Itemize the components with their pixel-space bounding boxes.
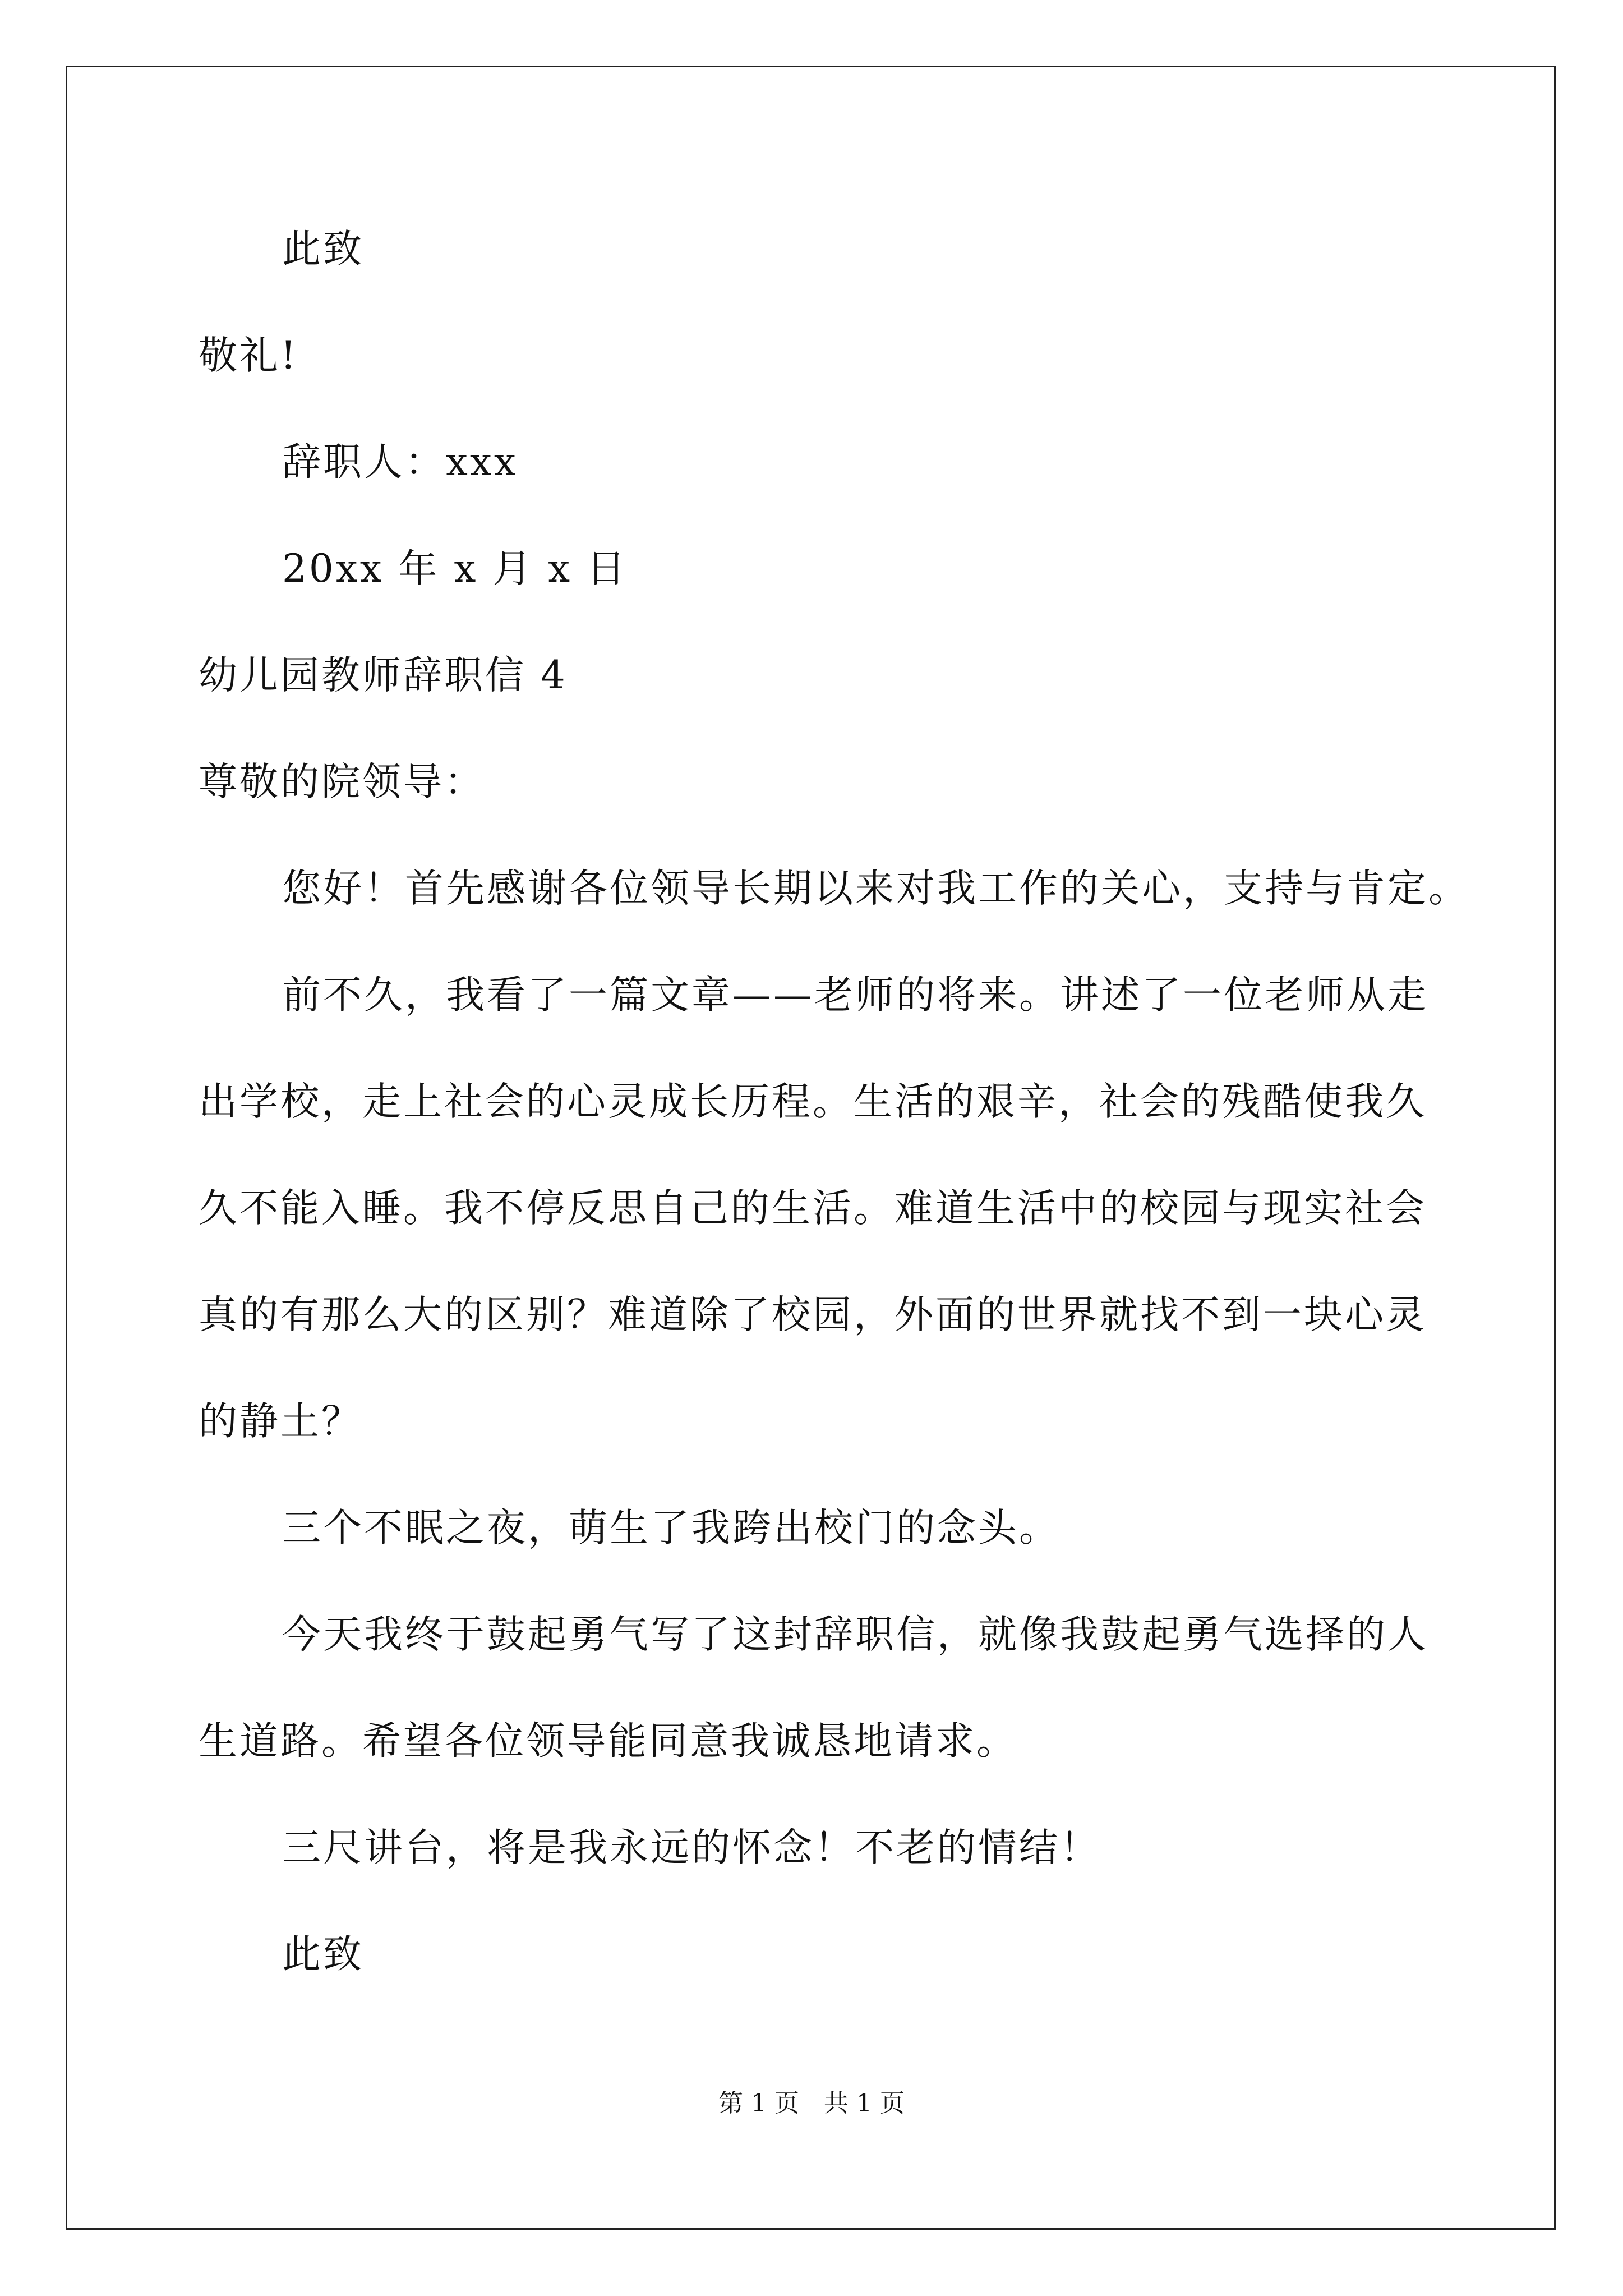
page-footer: 第 1 页 共 1 页 [718,2089,905,2118]
closing-salutation: 此致 [282,227,364,272]
paragraph-line: 三尺讲台，将是我永远的怀念！不老的情结！ [282,1825,1101,1870]
paragraph-line: 出学校，走上社会的心灵成长历程。生活的艰辛，社会的残酷使我久 [199,1079,1427,1124]
paragraph-line: 的静土？ [199,1399,362,1444]
letter-greeting: 尊敬的院领导： [199,760,485,804]
page-border [66,66,1556,2230]
closing-regards: 敬礼! [199,333,298,378]
paragraph-line: 生道路。希望各位领导能同意我诚恳地请求。 [199,1719,1017,1764]
paragraph-line: 您好！首先感谢各位领导长期以来对我工作的关心，支持与肯定。 [282,866,1469,911]
paragraph-line: 三个不眠之夜，萌生了我跨出校门的念头。 [282,1506,1060,1550]
paragraph-line: 真的有那么大的区别？难道除了校园，外面的世界就找不到一块心灵 [199,1292,1427,1337]
signature-line: 辞职人：xxx [282,440,518,485]
paragraph-line: 前不久，我看了一篇文章——老师的将来。讲述了一位老师从走 [282,973,1428,1018]
date-line: 20xx 年 x 月 x 日 [282,546,628,591]
paragraph-line: 久不能入睡。我不停反思自己的生活。难道生活中的校园与现实社会 [199,1186,1427,1231]
closing-salutation: 此致 [282,1932,364,1977]
section-heading: 幼儿园教师辞职信 4 [199,653,568,698]
paragraph-line: 今天我终于鼓起勇气写了这封辞职信，就像我鼓起勇气选择的人 [282,1612,1428,1657]
